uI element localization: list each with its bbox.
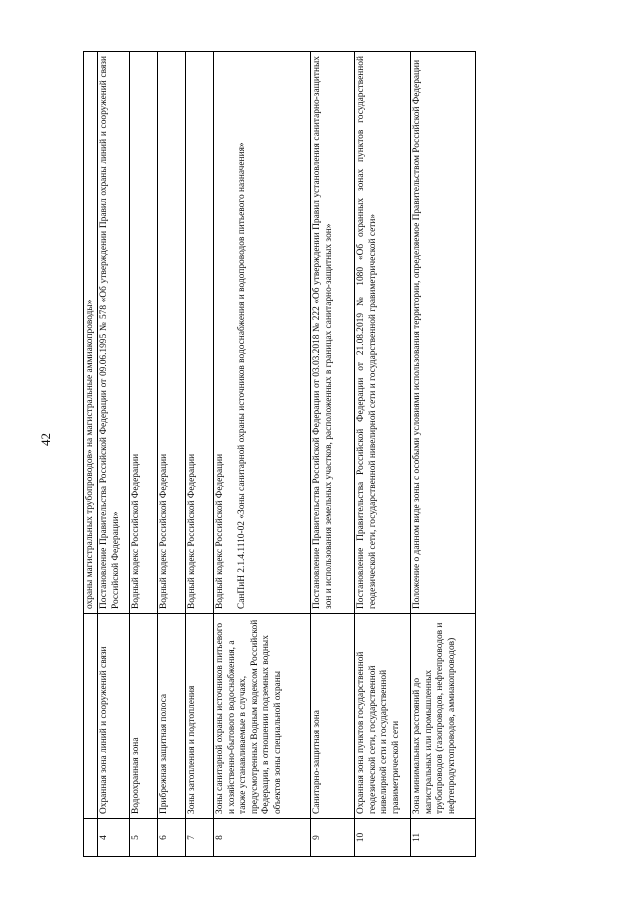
table-row: [130, 52, 158, 857]
table-row: [411, 52, 476, 857]
regulation-doc-line: Водный кодекс Российской Федерации: [215, 453, 226, 609]
table-row: [98, 52, 130, 857]
row-number: 10: [355, 819, 411, 857]
rotated-table-container: [83, 52, 476, 857]
row-number: 8: [214, 819, 311, 857]
zone-name: Водоохранная зона: [130, 614, 158, 819]
zones-table: [83, 51, 476, 857]
row-number: [84, 819, 98, 857]
zone-name: Охранная зона пунктов государственной геодезической сети, государственной нивелирной сети и государственной гравиметрической сети: [355, 614, 411, 819]
regulation-doc: Водный кодекс Российской Федерации: [158, 52, 186, 614]
zone-name: Зона минимальных расстояний до магистральных или промышленных трубопроводов (газопроводов, нефтепроводов и нефтепродуктопроводов, аммиакопроводов): [411, 614, 476, 819]
row-number: 9: [311, 819, 355, 857]
row-number: 6: [158, 819, 186, 857]
table-row: [214, 52, 311, 857]
zone-name: Зоны затопления и подтопления: [186, 614, 214, 819]
regulation-doc: Постановление Правительства Российской Федерации от 21.08.2019 № 1080 «Об охранных зонах пунктов государственной геодезической сети, государственной нивелирной сети и государственной гравиметрической сети»: [355, 52, 411, 614]
regulation-doc: Водный кодекс Российской Федерации: [130, 52, 158, 614]
regulation-doc: Постановление Правительства Российской Федерации от 03.03.2018 № 222 «Об утверждении Правил установления санитарно-защитных зон и использования земельных участков, расположенных в границах санитарно-защитных зон»: [311, 52, 355, 614]
table-row: [311, 52, 355, 857]
row-number: 5: [130, 819, 158, 857]
row-number: 4: [98, 819, 130, 857]
zone-name: Прибрежная защитная полоса: [158, 614, 186, 819]
row-number: 11: [411, 819, 476, 857]
zone-name: Санитарно-защитная зона: [311, 614, 355, 819]
row-number: 7: [186, 819, 214, 857]
regulation-doc: [214, 52, 311, 614]
zone-name: Охранная зона линий и сооружений связи: [98, 614, 130, 819]
table-row: [84, 52, 98, 857]
page-number: 42: [38, 433, 53, 446]
regulation-doc-line: СанПиН 2.1.4.1110-02 «Зоны санитарной охраны источников водоснабжения и водопроводов питьевого назначения»: [236, 142, 247, 609]
table-row: [355, 52, 411, 857]
regulation-doc: Постановление Правительства Российской Федерации от 09.06.1995 № 578 «Об утверждении Правил охраны линий и сооружений связи Российской Федерации»: [98, 52, 130, 614]
regulation-doc: охраны магистральных трубопроводов» на магистральные аммиакопроводы»: [84, 52, 98, 614]
regulation-doc: Положение о данном виде зоны с особыми условиями использования территории, определяемое Правительством Российской Федерации: [411, 52, 476, 614]
zone-name: [84, 614, 98, 819]
table-row: [158, 52, 186, 857]
regulation-doc: Водный кодекс Российской Федерации: [186, 52, 214, 614]
zone-name: Зоны санитарной охраны источников питьевого и хозяйственно-бытового водоснабжения, а также устанавливаемые в случаях, предусмотренных Водным кодексом Российской Федерации, в отношении подземных водных объектов зоны специальной охраны: [214, 614, 311, 819]
table-row: [186, 52, 214, 857]
